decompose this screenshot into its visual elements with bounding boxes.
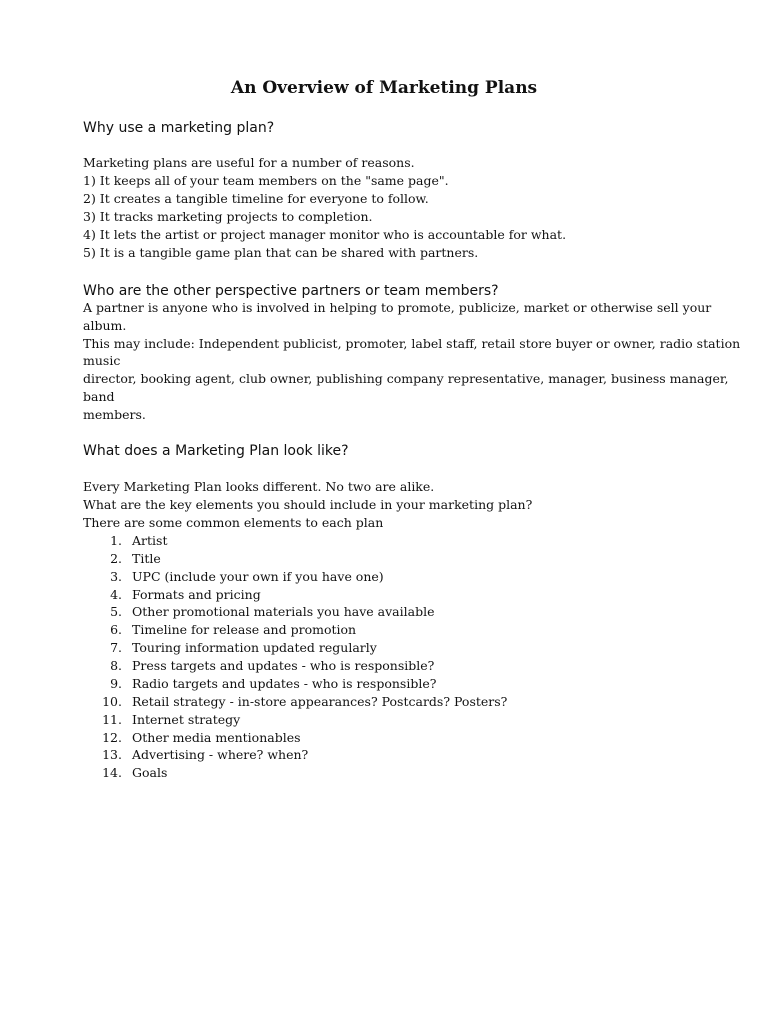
list-text: Title [132,551,161,566]
list-item [83,568,583,586]
list-number: 5. [110,604,122,619]
list-number: 7. [110,640,122,655]
list-item [83,764,583,782]
list-number: 14. [102,765,122,780]
list-number: 8. [110,658,122,673]
list-number: 1. [110,533,122,548]
list-number: 10. [102,694,122,709]
list-text: Formats and pricing [132,587,261,602]
list-number: 6. [110,622,122,637]
paragraph-line: A partner is anyone who is involved in helping to promote, publicize, market or otherwise sell your [83,300,712,315]
list-item [83,693,583,711]
paragraph-line: 2) It creates a tangible timeline for everyone to follow. [83,191,429,206]
list-item [83,639,583,657]
list-item [83,586,583,604]
document-title: An Overview of Marketing Plans [230,78,538,98]
list-text: Advertising - where? when? [132,747,309,762]
list-item [83,746,583,764]
list-text: Artist [132,533,168,548]
section-heading-look: What does a Marketing Plan look like? [83,443,349,459]
list-text: Other promotional materials you have available [132,604,435,619]
section-heading-why: Why use a marketing plan? [83,120,275,136]
list-text: Press targets and updates - who is responsible? [132,658,435,673]
paragraph-line: 5) It is a tangible game plan that can be shared with partners. [83,245,479,260]
list-number: 11. [102,712,122,727]
list-item [83,657,583,675]
list-number: 3. [110,569,122,584]
list-item [83,621,583,639]
paragraph-line: album. [83,318,127,333]
paragraph-line: music [83,353,121,368]
paragraph-line: Marketing plans are useful for a number of reasons. [83,155,415,170]
list-number: 12. [102,730,122,745]
paragraph-line: There are some common elements to each plan [83,515,384,530]
list-text: UPC (include your own if you have one) [132,569,384,584]
list-text: Timeline for release and promotion [132,622,357,637]
list-number: 9. [110,676,122,691]
paragraph-line: 3) It tracks marketing projects to completion. [83,209,373,224]
list-number: 13. [102,747,122,762]
list-item [83,550,583,568]
paragraph-line: What are the key elements you should include in your marketing plan? [83,497,533,512]
list-text: Radio targets and updates - who is responsible? [132,676,437,691]
list-text: Internet strategy [132,712,241,727]
list-item [83,711,583,729]
paragraph-line: members. [83,407,146,422]
list-item [83,729,583,747]
list-text: Other media mentionables [132,730,301,745]
paragraph-line: This may include: Independent publicist, promoter, label staff, retail store buyer or owner, radio station [83,336,741,351]
list-item [83,675,583,693]
list-item [83,603,583,621]
list-number: 4. [110,587,122,602]
paragraph-line: 4) It lets the artist or project manager monitor who is accountable for what. [83,227,567,242]
paragraph-line: Every Marketing Plan looks different. No two are alike. [83,479,435,494]
list-text: Touring information updated regularly [132,640,377,655]
list-number: 2. [110,551,122,566]
list-item [83,532,583,550]
paragraph-line: 1) It keeps all of your team members on the "same page". [83,173,449,188]
paragraph-line: director, booking agent, club owner, publishing company representative, manager, business manager, [83,371,729,386]
list-text: Retail strategy - in-store appearances? Postcards? Posters? [132,694,508,709]
list-text: Goals [132,765,168,780]
section-heading-partners: Who are the other perspective partners or team members? [83,283,499,299]
paragraph-line: band [83,389,115,404]
